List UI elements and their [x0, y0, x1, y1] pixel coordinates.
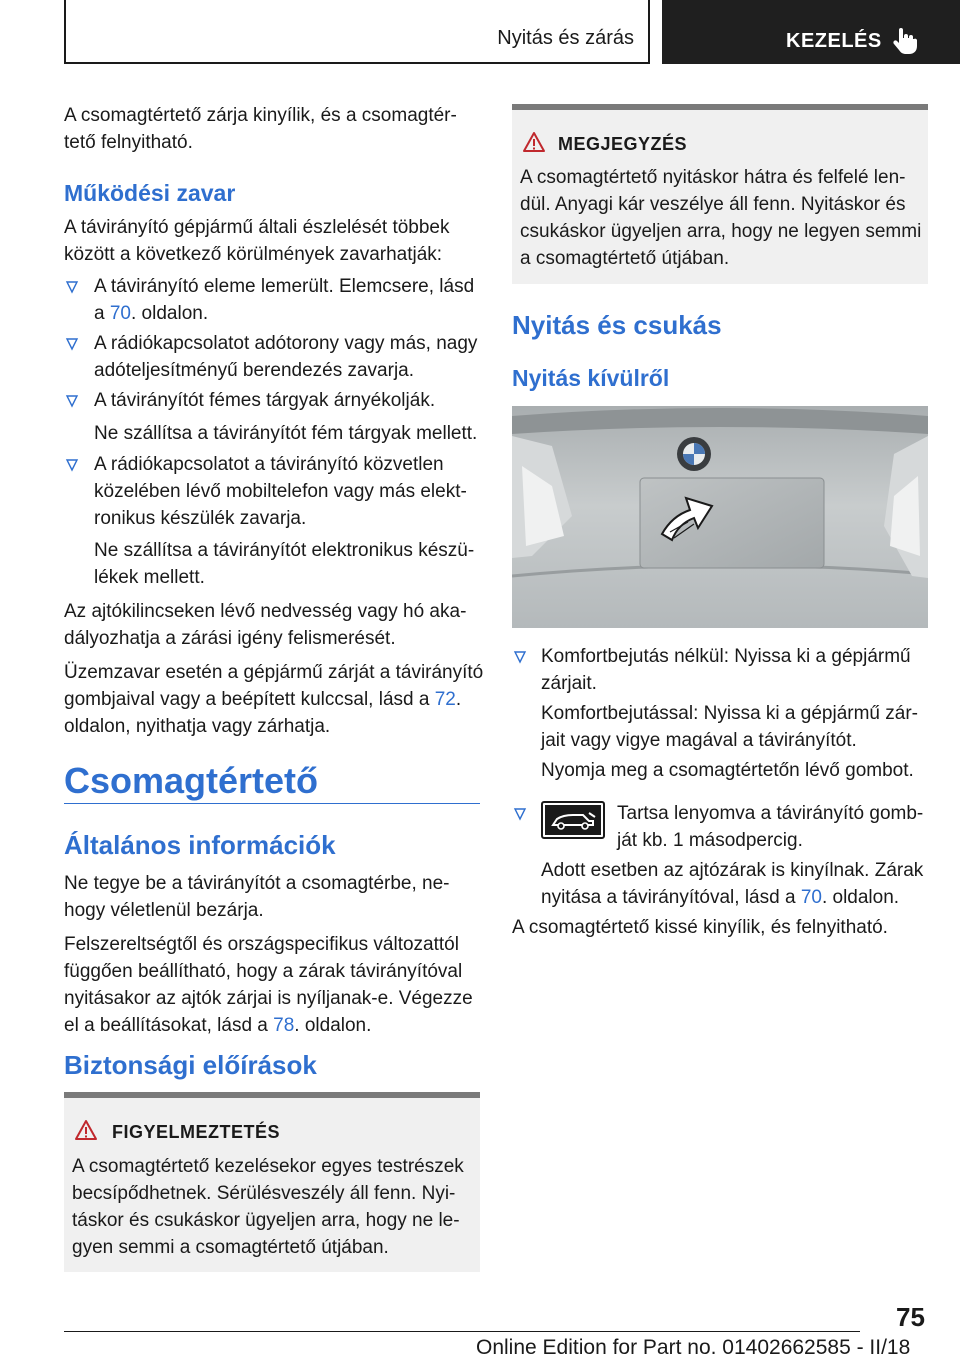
warning-title: FIGYELMEZTETÉS [112, 1122, 281, 1142]
bullet-triangle-icon [65, 280, 79, 294]
p3-line-3: oldalon, nyithatja vagy zárhatja. [64, 716, 331, 737]
gen-p1-line-2: hogy véletlenül bezárja. [64, 900, 264, 921]
p2-line-1: Az ajtókilincseken lévő nedvesség vagy hó aka- [64, 601, 467, 622]
bullet-triangle-icon [65, 394, 79, 408]
note-line-1: A csomagtértető nyitáskor hátra és felfelé len- [520, 167, 906, 188]
right-bullet-2-line-1: Tartsa lenyomva a távirányító gomb- [617, 803, 924, 824]
footer-edition: Online Edition for Part no. 01402662585 - II/18 [476, 1336, 911, 1359]
open-close-heading: Nyitás és csukás [512, 310, 722, 340]
bullet-3-sub: Ne szállítsa a távirányítót fém tárgyak mellett. [94, 423, 478, 444]
right-bullet-1-sub1-line-1: Komfortbejutással: Nyissa ki a gépjármű zár- [541, 703, 918, 724]
warning-line-3: táskor és csukáskor ügyeljen arra, hogy ne le- [72, 1210, 460, 1231]
footer-rule [64, 1331, 860, 1332]
p2-line-2: dályozhatja a zárási igény felismerését. [64, 628, 396, 649]
bullet-1-line-1: A távirányító eleme lemerült. Elemcsere, lásd [94, 276, 475, 297]
warning-triangle-icon [74, 1119, 98, 1141]
note-title: MEGJEGYZÉS [558, 134, 688, 154]
warning-line-4: gyen semmi a csomagtértető útjában. [72, 1237, 389, 1258]
p3-line-2: gombjaival vagy a beépített kulccsal, lásd a 72. [64, 689, 462, 710]
bullet-4-line-3: ronikus készülék zavarja. [94, 508, 307, 529]
malfunction-p1-line-1: A távirányító gépjármű általi észlelését többek [64, 217, 450, 238]
bullet-4-sub-line-2: lékek mellett. [94, 567, 205, 588]
p3-line-1: Üzemzavar esetén a gépjármű zárját a távirányító [64, 662, 484, 683]
intro-line-1: A csomagtértető zárja kinyílik, és a csomagtér- [64, 105, 457, 126]
gen-p1-line-1: Ne tegye be a távirányítót a csomagtérbe, ne- [64, 873, 450, 894]
warning-line-2: becsípődhetnek. Sérülésveszély áll fenn. Nyi- [72, 1183, 456, 1204]
page-link-72[interactable]: 72 [434, 689, 456, 710]
malfunction-heading: Működési zavar [64, 180, 236, 206]
trunk-lid-photo [512, 406, 928, 628]
gen-p2-line-1: Felszereltségtől és országspecifikus változattól [64, 934, 459, 955]
right-bullet-2-sub-line-2: nyitása a távirányítóval, lásd a 70. oldalon. [541, 887, 900, 908]
bullet-4-line-2: közelében lévő mobiltelefon vagy más elekt- [94, 481, 467, 502]
bullet-4-line-1: A rádiókapcsolatot a távirányító közvetlen [94, 454, 444, 475]
bullet-2-line-2: adóteljesítményű berendezés zavarja. [94, 360, 415, 381]
final-paragraph: A csomagtértető kissé kinyílik, és felnyitható. [512, 917, 888, 938]
car-trunk-icon [543, 803, 603, 837]
header-section-title: Nyitás és zárás [497, 27, 634, 49]
right-bullet-1-line-2: zárjait. [541, 673, 597, 694]
intro-line-2: tető felnyitható. [64, 132, 193, 153]
note-line-2: dül. Anyagi kár veszélye áll fenn. Nyitáskor és [520, 194, 906, 215]
open-outside-heading: Nyitás kívülről [512, 365, 670, 391]
gen-p2-line-2: függően beállítható, hogy a zárak távirányítóval [64, 961, 463, 982]
bullet-triangle-icon [513, 650, 527, 664]
bullet-triangle-icon [65, 337, 79, 351]
right-bullet-2-sub-line-1: Adott esetben az ajtózárak is kinyílnak. Zárak [541, 860, 924, 881]
bullet-triangle-icon [513, 807, 527, 821]
bullet-3-line-1: A távirányítót fémes tárgyak árnyékolják. [94, 390, 436, 411]
safety-heading: Biztonsági előírások [64, 1050, 317, 1080]
bullet-4-sub-line-1: Ne szállítsa a távirányítót elektronikus készü- [94, 540, 475, 561]
gen-p2-line-3: nyitásakor az ajtók zárjai is nyíljanak-e. Végezze [64, 988, 473, 1009]
page-number: 75 [896, 1302, 925, 1332]
gen-p2-line-4: el a beállításokat, lásd a 78. oldalon. [64, 1015, 372, 1036]
hand-pointer-icon [890, 26, 920, 56]
note-line-3: csukáskor ügyeljen arra, hogy ne legyen semmi [520, 221, 922, 242]
right-bullet-1-sub1-line-2: jait vagy vigye magával a távirányítót. [541, 730, 857, 751]
bullet-triangle-icon [65, 458, 79, 472]
header-chapter-title: KEZELÉS [786, 30, 882, 52]
general-info-heading: Általános információk [64, 830, 336, 860]
main-heading: Csomagtértető [64, 760, 319, 801]
page-link-70[interactable]: 70 [109, 303, 131, 324]
bullet-1-line-2: a 70. oldalon. [94, 303, 209, 324]
right-bullet-1-sub2: Nyomja meg a csomagtértetőn lévő gombot. [541, 760, 914, 781]
trunk-key-button [541, 801, 605, 839]
page-link-78[interactable]: 78 [273, 1015, 295, 1036]
right-bullet-2-line-2: ját kb. 1 másodpercig. [617, 830, 803, 851]
bullet-2-line-1: A rádiókapcsolatot adótorony vagy más, nagy [94, 333, 478, 354]
note-line-4: a csomagtértető útjában. [520, 248, 730, 269]
malfunction-p1-line-2: között a következő körülmények zavarhatják: [64, 244, 443, 265]
warning-triangle-icon [522, 131, 546, 153]
header-section-box [64, 0, 650, 64]
warning-line-1: A csomagtértető kezelésekor egyes testrészek [72, 1156, 464, 1177]
heading-rule [64, 803, 480, 804]
right-bullet-1-line-1: Komfortbejutás nélkül: Nyissa ki a gépjármű [541, 646, 911, 667]
page-link-70[interactable]: 70 [800, 887, 822, 908]
